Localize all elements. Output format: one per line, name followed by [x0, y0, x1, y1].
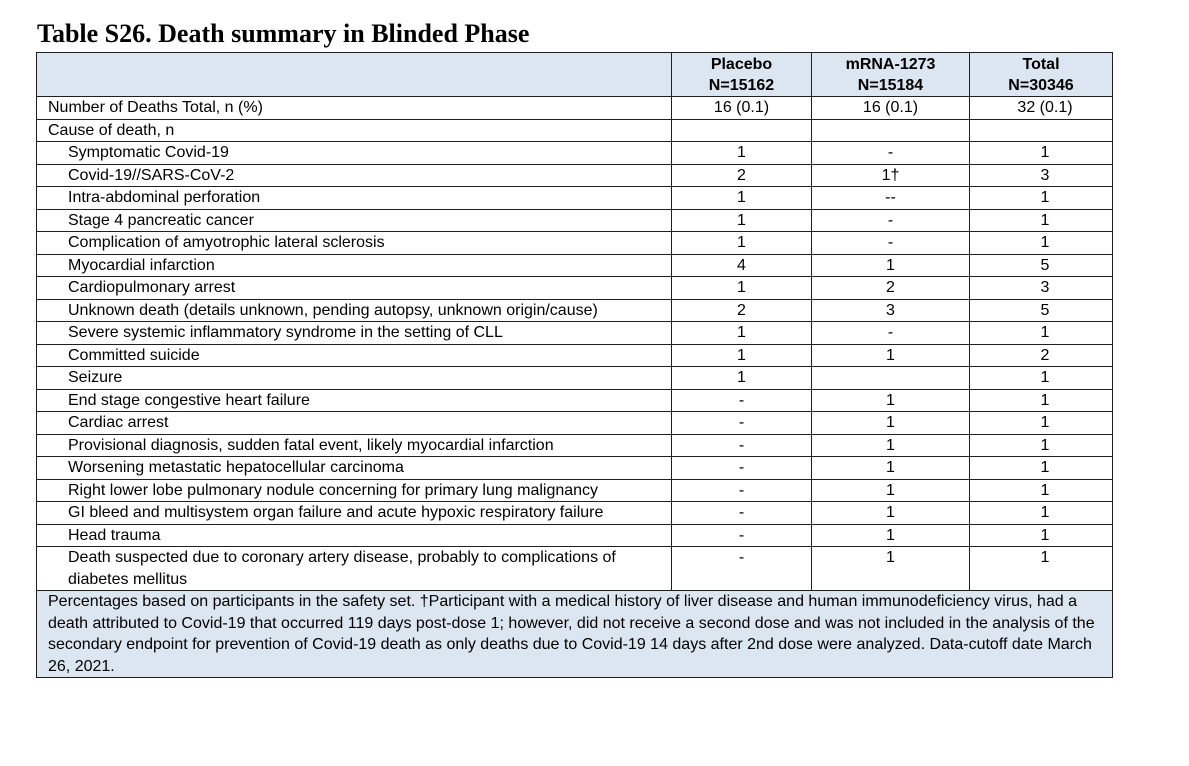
- mrna-name: mRNA-1273: [845, 56, 936, 73]
- cause-mrna: 1: [812, 389, 970, 412]
- cause-placebo: -: [672, 502, 812, 525]
- cause-row: [37, 457, 1113, 480]
- cause-total: 1: [970, 502, 1113, 525]
- cause-row: [37, 254, 1113, 277]
- cause-placebo: 1: [672, 187, 812, 210]
- cause-header-row: [37, 119, 1113, 142]
- cause-mrna: [812, 367, 970, 390]
- total-n: N=30346: [1008, 77, 1074, 94]
- cause-placebo: -: [672, 547, 812, 591]
- cause-row: [37, 389, 1113, 412]
- cause-label: Symptomatic Covid-19: [37, 142, 672, 165]
- cause-header-label: Cause of death, n: [37, 119, 672, 142]
- cause-label: Head trauma: [37, 524, 672, 547]
- cause-row: [37, 344, 1113, 367]
- cause-placebo: -: [672, 434, 812, 457]
- cause-label: Stage 4 pancreatic cancer: [37, 209, 672, 232]
- cause-row: [37, 479, 1113, 502]
- cause-total: 3: [970, 277, 1113, 300]
- cause-row: [37, 434, 1113, 457]
- cause-total: 3: [970, 164, 1113, 187]
- cause-header-total-empty: [970, 119, 1113, 142]
- death-summary-table: [36, 52, 1113, 678]
- header-row: [37, 53, 1113, 97]
- cause-placebo: -: [672, 457, 812, 480]
- cause-placebo: 1: [672, 344, 812, 367]
- table-title: Table S26. Death summary in Blinded Phase: [37, 19, 530, 48]
- cause-label: End stage congestive heart failure: [37, 389, 672, 412]
- column-header-total: [970, 53, 1113, 97]
- cause-row: [37, 232, 1113, 255]
- cause-mrna: -: [812, 209, 970, 232]
- cause-mrna: --: [812, 187, 970, 210]
- cause-label: Worsening metastatic hepatocellular carcinoma: [37, 457, 672, 480]
- cause-total: 1: [970, 209, 1113, 232]
- cause-row: [37, 367, 1113, 390]
- cause-row: [37, 209, 1113, 232]
- cause-row: [37, 322, 1113, 345]
- cause-placebo: -: [672, 412, 812, 435]
- cause-mrna: 1: [812, 412, 970, 435]
- cause-placebo: -: [672, 389, 812, 412]
- cause-placebo: -: [672, 524, 812, 547]
- cause-label: Committed suicide: [37, 344, 672, 367]
- cause-total: 1: [970, 367, 1113, 390]
- summary-label: Number of Deaths Total, n (%): [37, 97, 672, 120]
- cause-placebo: 1: [672, 209, 812, 232]
- cause-mrna: 1: [812, 457, 970, 480]
- cause-placebo: -: [672, 479, 812, 502]
- cause-mrna: 1†: [812, 164, 970, 187]
- cause-row: [37, 187, 1113, 210]
- cause-mrna: -: [812, 142, 970, 165]
- total-name: Total: [1022, 56, 1060, 73]
- cause-label: Complication of amyotrophic lateral sclerosis: [37, 232, 672, 255]
- cause-mrna: 1: [812, 434, 970, 457]
- summary-row: [37, 97, 1113, 120]
- cause-total: 1: [970, 457, 1113, 480]
- cause-label: Provisional diagnosis, sudden fatal event, likely myocardial infarction: [37, 434, 672, 457]
- cause-row: [37, 164, 1113, 187]
- cause-mrna: 1: [812, 524, 970, 547]
- cause-row: [37, 142, 1113, 165]
- cause-label: Intra-abdominal perforation: [37, 187, 672, 210]
- cause-row: [37, 524, 1113, 547]
- cause-label: Death suspected due to coronary artery disease, probably to complications of diabetes mellitus: [37, 547, 672, 591]
- cause-row: [37, 299, 1113, 322]
- cause-placebo: 1: [672, 232, 812, 255]
- placebo-name: Placebo: [710, 56, 773, 73]
- cause-placebo: 2: [672, 164, 812, 187]
- cause-row: [37, 412, 1113, 435]
- footnote-row: [37, 591, 1113, 678]
- footnote: Percentages based on participants in the safety set. †Participant with a medical history of liver disease and human immunodeficiency virus, had a death attributed to Covid-19 that occurred 119 days post-dose 1; however, did not receive a second dose and was not included in the analysis of the secondary endpoint for prevention of Covid-19 death as only deaths due to Covid-19 14 days after 2nd dose were analyzed. Data-cutoff date March 26, 2021.: [37, 591, 1113, 678]
- cause-total: 1: [970, 412, 1113, 435]
- cause-header-mrna-empty: [812, 119, 970, 142]
- cause-label: Right lower lobe pulmonary nodule concerning for primary lung malignancy: [37, 479, 672, 502]
- cause-total: 1: [970, 547, 1113, 591]
- cause-mrna: 3: [812, 299, 970, 322]
- cause-row: [37, 547, 1113, 591]
- cause-mrna: -: [812, 322, 970, 345]
- cause-total: 1: [970, 434, 1113, 457]
- summary-placebo: 16 (0.1): [672, 97, 812, 120]
- cause-label: Covid-19//SARS-CoV-2: [37, 164, 672, 187]
- cause-mrna: 1: [812, 254, 970, 277]
- cause-total: 1: [970, 479, 1113, 502]
- cause-total: 1: [970, 524, 1113, 547]
- column-header-placebo: [672, 53, 812, 97]
- cause-total: 5: [970, 299, 1113, 322]
- cause-mrna: 1: [812, 502, 970, 525]
- cause-placebo: 1: [672, 277, 812, 300]
- cause-mrna: 1: [812, 479, 970, 502]
- placebo-n: N=15162: [708, 77, 775, 94]
- cause-mrna: 1: [812, 547, 970, 591]
- cause-label: Unknown death (details unknown, pending autopsy, unknown origin/cause): [37, 299, 672, 322]
- cause-total: 1: [970, 187, 1113, 210]
- cause-label: Seizure: [37, 367, 672, 390]
- cause-total: 1: [970, 142, 1113, 165]
- mrna-n: N=15184: [857, 77, 924, 94]
- summary-mrna: 16 (0.1): [812, 97, 970, 120]
- cause-mrna: -: [812, 232, 970, 255]
- cause-placebo: 1: [672, 367, 812, 390]
- cause-total: 5: [970, 254, 1113, 277]
- cause-header-placebo-empty: [672, 119, 812, 142]
- cause-row: [37, 502, 1113, 525]
- cause-placebo: 2: [672, 299, 812, 322]
- cause-total: 1: [970, 232, 1113, 255]
- cause-total: 2: [970, 344, 1113, 367]
- cause-label: Severe systemic inflammatory syndrome in the setting of CLL: [37, 322, 672, 345]
- header-blank-cell: [37, 53, 672, 97]
- column-header-mrna: [812, 53, 970, 97]
- cause-label: Cardiopulmonary arrest: [37, 277, 672, 300]
- cause-label: Myocardial infarction: [37, 254, 672, 277]
- cause-label: Cardiac arrest: [37, 412, 672, 435]
- cause-label: GI bleed and multisystem organ failure and acute hypoxic respiratory failure: [37, 502, 672, 525]
- cause-total: 1: [970, 322, 1113, 345]
- cause-mrna: 2: [812, 277, 970, 300]
- cause-mrna: 1: [812, 344, 970, 367]
- cause-placebo: 1: [672, 322, 812, 345]
- cause-placebo: 4: [672, 254, 812, 277]
- cause-placebo: 1: [672, 142, 812, 165]
- cause-total: 1: [970, 389, 1113, 412]
- cause-row: [37, 277, 1113, 300]
- summary-total: 32 (0.1): [970, 97, 1113, 120]
